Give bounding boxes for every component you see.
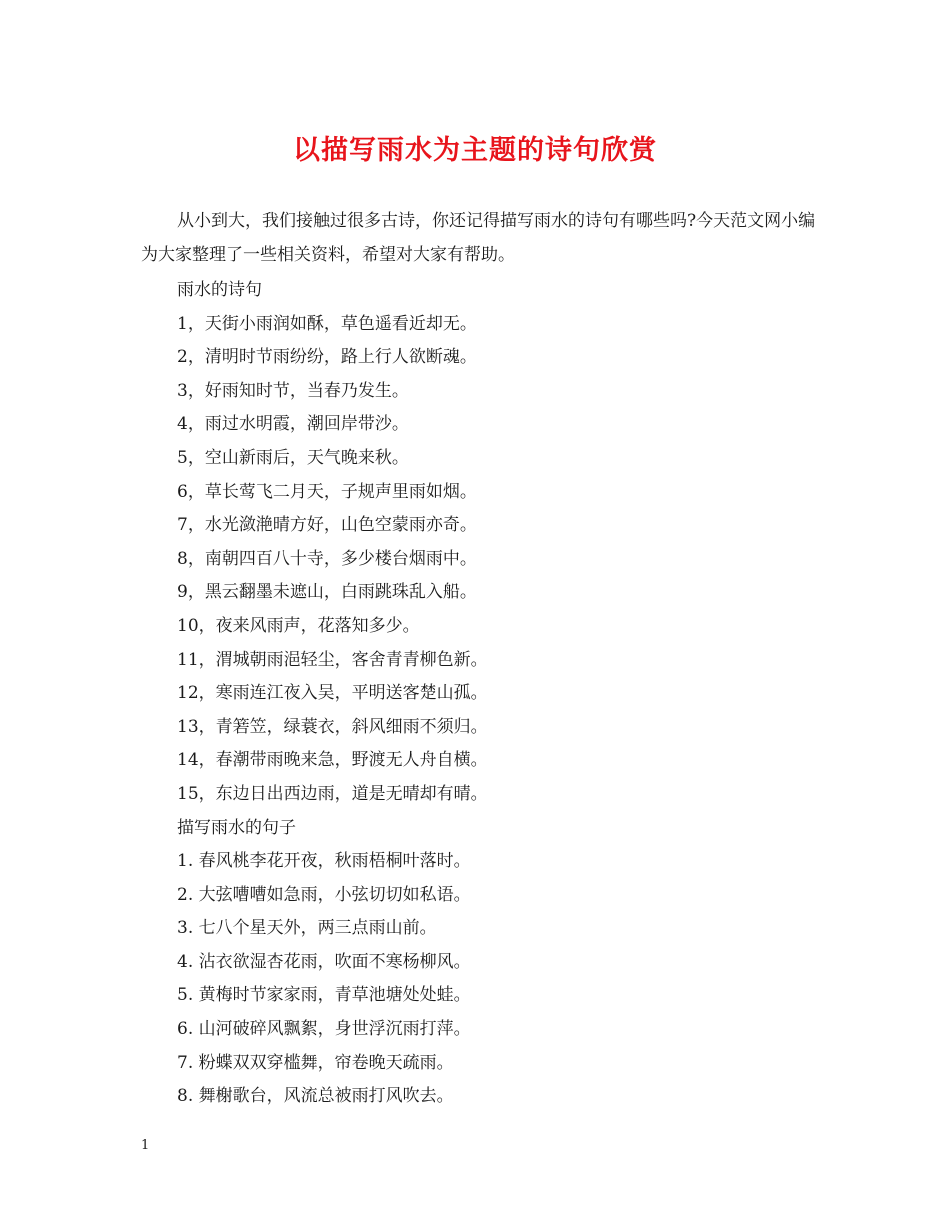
list-item: 3. 七八个星天外，两三点雨山前。 [177, 918, 437, 939]
list-item: 2，清明时节雨纷纷，路上行人欲断魂。 [177, 347, 477, 368]
list-item: 12，寒雨连江夜入吴，平明送客楚山孤。 [177, 683, 488, 704]
list-item: 4，雨过水明霞，潮回岸带沙。 [177, 414, 409, 435]
intro-paragraph: 从小到大，我们接触过很多古诗，你还记得描写雨水的诗句有哪些吗?今天范文网小编为大家整理了一些相关资料，希望对大家有帮助。 [141, 211, 816, 265]
poem-list [177, 274, 827, 1114]
page-number: 1 [141, 1138, 150, 1153]
list-item: 9，黑云翻墨未遮山，白雨跳珠乱入船。 [177, 582, 477, 603]
list-item: 11，渭城朝雨浥轻尘，客舍青青柳色新。 [177, 649, 488, 670]
list-item: 6. 山河破碎风飘絮，身世浮沉雨打萍。 [177, 1019, 471, 1040]
list-item: 5，空山新雨后，天气晚来秋。 [177, 447, 409, 468]
list-item: 1，天街小雨润如酥，草色遥看近却无。 [177, 313, 477, 334]
list-item: 7. 粉蝶双双穿槛舞，帘卷晚天疏雨。 [177, 1052, 454, 1073]
list-item: 8. 舞榭歌台，风流总被雨打风吹去。 [177, 1086, 454, 1107]
list-item: 13，青箬笠，绿蓑衣，斜风细雨不须归。 [177, 716, 488, 737]
list-item: 2. 大弦嘈嘈如急雨，小弦切切如私语。 [177, 884, 471, 905]
page-title: 以描写雨水为主题的诗句欣赏 [293, 135, 657, 166]
section-heading-rain-poems: 雨水的诗句 [177, 280, 262, 300]
list-item: 6，草长莺飞二月天，子规声里雨如烟。 [177, 481, 477, 502]
list-item: 3，好雨知时节，当春乃发生。 [177, 380, 409, 401]
section-heading-rain-sentences: 描写雨水的句子 [177, 817, 296, 838]
list-item: 7，水光潋滟晴方好，山色空蒙雨亦奇。 [177, 515, 477, 536]
list-item: 15，东边日出西边雨，道是无晴却有晴。 [177, 783, 488, 804]
list-item: 8，南朝四百八十寺，多少楼台烟雨中。 [177, 548, 477, 569]
list-item: 14，春潮带雨晚来急，野渡无人舟自横。 [177, 750, 488, 771]
list-item: 5. 黄梅时节家家雨，青草池塘处处蛙。 [177, 985, 471, 1006]
list-item: 1. 春风桃李花开夜，秋雨梧桐叶落时。 [177, 851, 471, 872]
list-item: 10，夜来风雨声，花落知多少。 [177, 615, 420, 636]
list-item: 4. 沾衣欲湿杏花雨，吹面不寒杨柳风。 [177, 951, 471, 972]
